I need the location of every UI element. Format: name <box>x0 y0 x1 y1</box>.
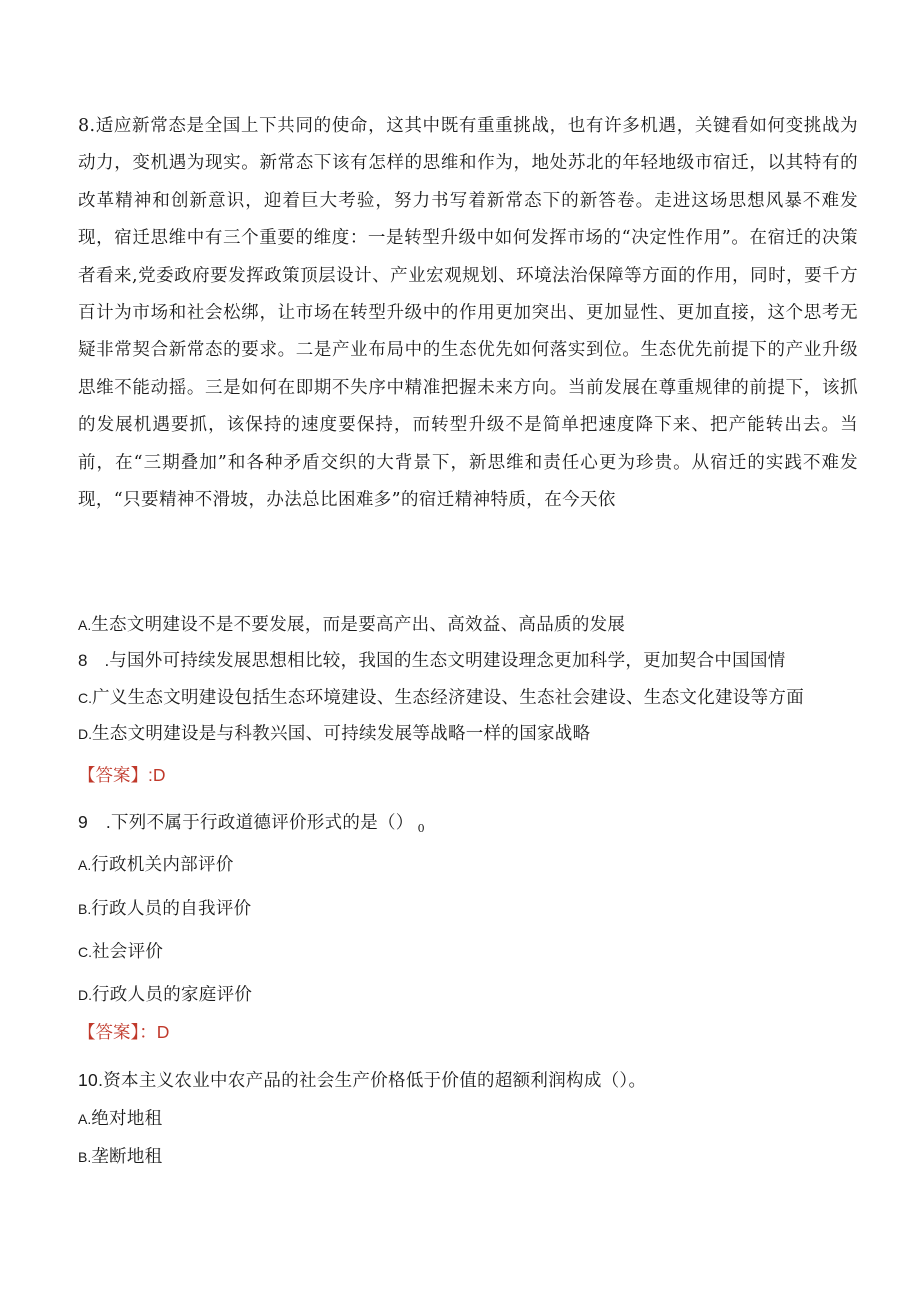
q9-stem <box>78 810 425 841</box>
option-text: 生态文明建设是与科教兴国、可持续发展等战略一样的国家战略 <box>92 724 591 744</box>
q8-option-b <box>78 649 786 673</box>
answer-value: ：D <box>139 1022 170 1042</box>
q10-option-b <box>78 1145 162 1169</box>
q9-option-b <box>78 897 251 921</box>
answer-label: 【答案】 <box>78 1023 140 1043</box>
option-letter: D. <box>78 987 92 1003</box>
option-letter: 8 . <box>78 651 110 670</box>
option-letter: C. <box>78 690 92 706</box>
option-text: 广义生态文明建设包括生态环境建设、生态经济建设、生态社会建设、生态文化建设等方面 <box>92 688 804 708</box>
q8-option-c <box>78 686 804 710</box>
option-text: 生态文明建设不是不要发展，而是要高产出、高效益、高品质的发展 <box>91 615 626 635</box>
q9-option-c <box>78 940 163 964</box>
option-letter: A. <box>78 617 92 633</box>
question-number: 10. <box>78 1070 104 1090</box>
question-number: 9 . <box>78 812 111 832</box>
question-tail: 0 <box>417 822 425 835</box>
option-text: 行政机关内部评价 <box>91 855 234 875</box>
option-letter: B. <box>78 1149 92 1165</box>
option-letter: A. <box>78 857 92 873</box>
q8-option-d <box>78 722 590 746</box>
q8-passage: 8.适应新常态是全国上下共同的使命，这其中既有重重挑战，也有许多机遇，关键看如何变挑战为动力，变机遇为现实。新常态下该有怎样的思维和作为，地处苏北的年轻地级市宿迁，以其特有的改革精神和创新意识，迎着巨大考验，努力书写着新常态下的新答卷。走进这场思想风暴不难发现，宿迁思维中有三个重要的维度：一是转型升级中如何发挥市场的“决定性作用”。在宿迁的决策者看来,党委政府要发挥政策顶层设计、产业宏观规划、环境法治保障等方面的作用，同时，要千方百计为市场和社会松绑，让市场在转型升级中的作用更加突出、更加显性、更加直接，这个思考无疑非常契合新常态的要求。二是产业布局中的生态优先如何落实到位。生态优先前提下的产业升级思维不能动摇。三是如何在即期不失序中精准把握未来方向。当前发展在尊重规律的前提下，该抓的发展机遇要抓，该保持的速度要保持，而转型升级不是简单把速度降下来、把产能转出去。当前，在“三期叠加”和各种矛盾交织的大背景下，新思维和责任心更为珍贵。从宿迁的实践不难发现，“只要精神不滑坡，办法总比困难多”的宿迁精神特质，在今天依 <box>78 116 858 511</box>
option-text: 与国外可持续发展思想相比较，我国的生态文明建设理念更加科学，更加契合中国国情 <box>109 651 786 671</box>
option-text: 绝对地租 <box>91 1109 163 1129</box>
answer-label: 【答案】 <box>78 766 148 786</box>
option-text: 行政人员的自我评价 <box>91 899 252 919</box>
q9-option-a <box>78 853 234 877</box>
q8-answer <box>78 763 166 788</box>
q8-option-a <box>78 613 625 637</box>
option-letter: B. <box>78 901 92 917</box>
option-letter: C. <box>78 944 92 960</box>
q10-option-a <box>78 1107 162 1131</box>
q9-option-d <box>78 983 252 1007</box>
option-text: 行政人员的家庭评价 <box>92 985 253 1005</box>
question-text: 下列不属于行政道德评价形式的是（） <box>111 813 414 833</box>
q9-answer <box>78 1020 169 1045</box>
option-letter: A. <box>78 1111 92 1127</box>
question-text: 资本主义农业中农产品的社会生产价格低于价值的超额利润构成（）。 <box>103 1071 647 1091</box>
option-text: 社会评价 <box>92 942 164 962</box>
option-letter: D. <box>78 726 92 742</box>
q10-stem <box>78 1068 646 1093</box>
answer-value: :D <box>148 765 166 785</box>
option-text: 垄断地租 <box>91 1147 163 1167</box>
